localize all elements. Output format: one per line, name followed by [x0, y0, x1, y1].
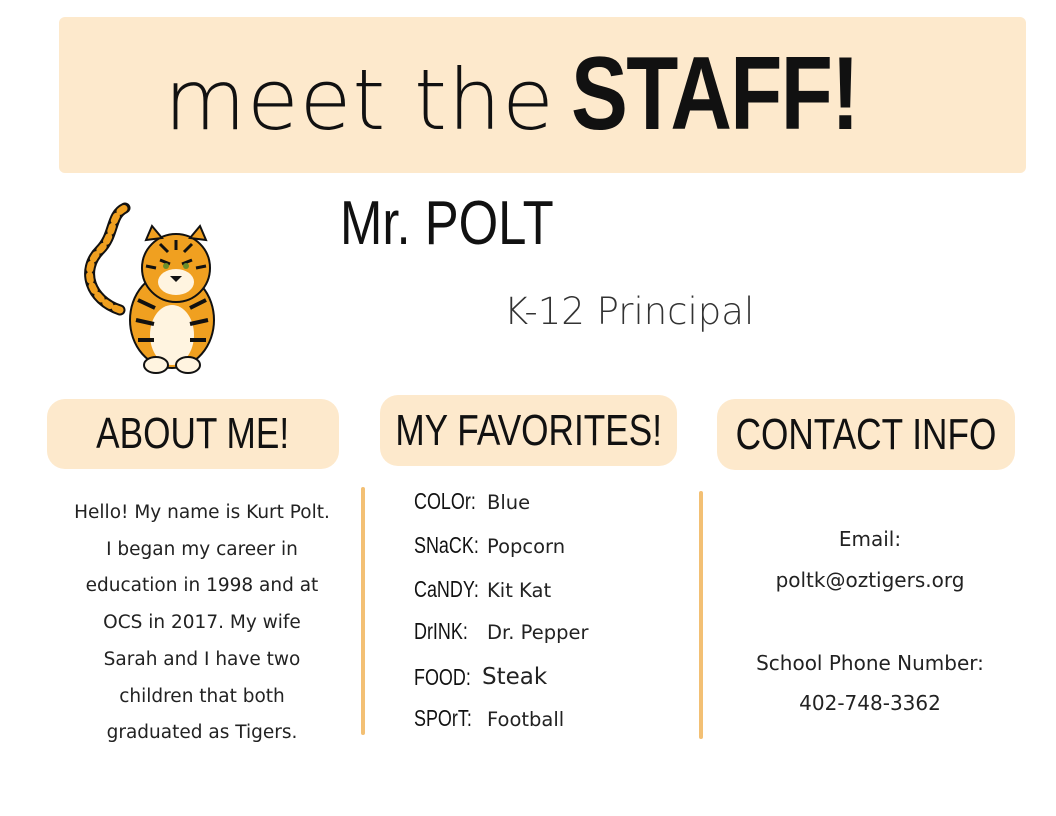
staff-role: K-12 Principal [504, 290, 755, 333]
contact-header-label: CONTACT INFO [735, 409, 997, 459]
favorite-row [414, 488, 531, 515]
about-text [62, 495, 342, 752]
favorite-row [414, 705, 565, 732]
favorite-value: Football [487, 708, 565, 731]
title-meet-text: meet the [164, 51, 555, 149]
about-line: Hello! My name is Kurt Polt. [74, 502, 330, 523]
about-line: I began my career in [106, 538, 298, 560]
about-line: OCS in 2017. My wife [103, 612, 301, 634]
favorite-value: Dr. Pepper [487, 621, 589, 644]
about-line: children that both [119, 685, 285, 707]
favorite-row [414, 532, 566, 559]
title-staff-text: STAFF! [570, 36, 858, 152]
favorite-row [414, 618, 589, 645]
divider-left [361, 487, 365, 735]
about-line: education in 1998 and at [85, 575, 319, 597]
phone-label: School Phone Number: [756, 651, 984, 675]
email-label: Email: [838, 527, 902, 551]
about-header [47, 399, 339, 469]
favorite-key: COLOr: [414, 488, 476, 514]
favorite-value: Popcorn [487, 535, 566, 558]
favorite-key: DrINK: [414, 618, 468, 644]
favorite-value: Blue [487, 491, 531, 514]
about-line: graduated as Tigers. [106, 722, 298, 744]
favorite-key: SNaCK: [414, 532, 479, 558]
tiger-icon [80, 200, 230, 375]
about-line: Sarah and I have two [103, 648, 301, 670]
favorite-row [414, 664, 548, 691]
favorite-value: Kit Kat [487, 579, 552, 602]
email-address: poltk@oztigers.org [775, 568, 965, 592]
title-banner [59, 17, 1026, 173]
favorite-value: Steak [482, 664, 548, 690]
favorite-row [414, 576, 552, 603]
favorites-header [380, 395, 677, 466]
favorite-key: SPOrT: [414, 705, 472, 731]
staff-name: Mr. POLT [340, 189, 554, 258]
divider-right [699, 491, 703, 739]
contact-header [717, 399, 1015, 470]
favorite-key: CaNDY: [414, 576, 479, 602]
phone-number: 402-748-3362 [799, 691, 941, 715]
favorite-key: FOOD: [414, 664, 471, 690]
favorites-header-label: MY FAVORITES! [395, 405, 662, 455]
page-title [59, 35, 1026, 154]
about-header-label: ABOUT ME! [96, 409, 290, 458]
